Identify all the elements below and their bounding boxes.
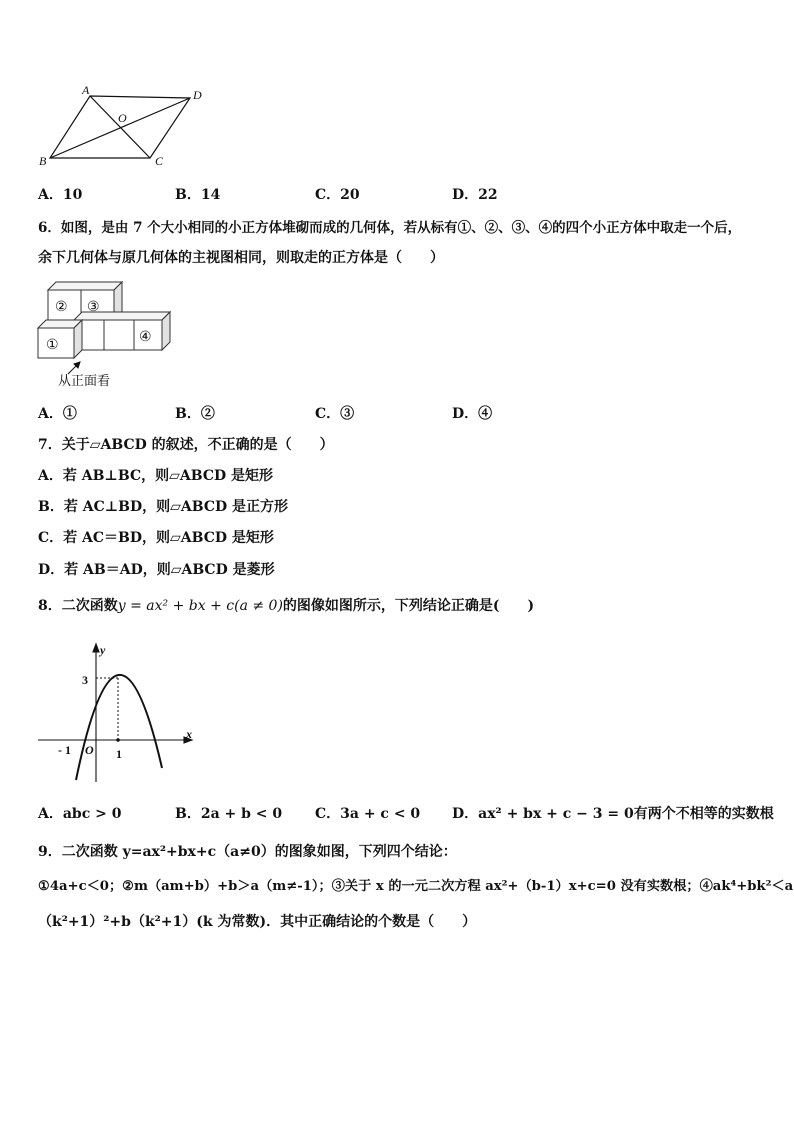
q9-stem-line1: 9．二次函数 y=ax²+bx+c（a≠0）的图象如图，下列四个结论：	[38, 844, 457, 860]
parabola-curve	[76, 675, 162, 780]
q8-stem-formula: y = ax² + bx + c(a ≠ 0)	[117, 598, 283, 614]
axis-point-1	[116, 738, 120, 742]
q8-option-b[interactable]: B．2a + b < 0	[175, 806, 283, 822]
diagonal-ac	[90, 96, 150, 158]
x-tick-minus-1: - 1	[58, 743, 71, 757]
q7-option-d[interactable]: D．若 AB＝AD，则▱ABCD 是菱形	[38, 562, 275, 578]
cube-label-2: ②	[55, 300, 68, 315]
q7-option-b[interactable]: B．若 AC⊥BD，则▱ABCD 是正方形	[38, 499, 289, 515]
vertex-label-c: C	[155, 154, 164, 168]
view-caption: 从正面看	[58, 374, 111, 389]
q8-stem-suffix: 的图像如图所示，下列结论正确是( )	[282, 598, 535, 614]
q5-option-b[interactable]: B．14	[175, 187, 221, 203]
q6-option-a[interactable]: A．①	[38, 406, 77, 422]
q8-stem	[38, 596, 534, 616]
center-label-o: O	[118, 111, 127, 125]
q5-option-a[interactable]: A．10	[38, 187, 83, 203]
cube-label-4: ④	[139, 330, 152, 345]
x-tick-1: 1	[116, 747, 122, 761]
q5-option-d[interactable]: D．22	[452, 187, 498, 203]
q7-stem: 7．关于▱ABCD 的叙述，不正确的是（ ）	[38, 437, 334, 453]
q8-option-c[interactable]: C．3a + c < 0	[315, 806, 421, 822]
diagonal-bd	[50, 98, 190, 158]
q8-stem-prefix: 8．二次函数	[38, 598, 118, 614]
q7-option-a[interactable]: A．若 AB⊥BC，则▱ABCD 是矩形	[38, 468, 273, 484]
parabola-graph	[30, 640, 200, 788]
cube-label-3: ③	[87, 300, 100, 315]
q6-option-d[interactable]: D．④	[452, 406, 493, 422]
q7-option-c[interactable]: C．若 AC＝BD，则▱ABCD 是矩形	[38, 530, 274, 546]
vertex-label-d: D	[193, 88, 202, 102]
q6-option-c[interactable]: C．③	[315, 406, 355, 422]
q5-option-c[interactable]: C．20	[315, 187, 360, 203]
y-axis-label: y	[100, 643, 106, 657]
parallelogram-figure	[36, 82, 216, 172]
vertex-label-b: B	[39, 154, 47, 168]
y-tick-3: 3	[82, 673, 88, 687]
q9-stem-line3: （k²+1）²+b（k²+1）(k 为常数)．其中正确结论的个数是（ ）	[38, 914, 477, 930]
cube-label-1: ①	[46, 338, 59, 353]
vertex-label-a: A	[82, 83, 90, 97]
x-axis-label: x	[186, 727, 192, 741]
q6-option-b[interactable]: B．②	[175, 406, 215, 422]
q6-stem-line1: 6．如图，是由 7 个大小相同的小正方体堆砌而成的几何体，若从标有①、②、③、④的四个小正方体中取走一个后，	[38, 220, 742, 236]
q9-stem-line2: ①4a+c＜0；②m（am+b）+b＞a（m≠-1）；③关于 x 的一元二次方程 ax²+（b-1）x+c=0 没有实数根；④ak⁴+bk²＜a	[38, 879, 794, 894]
y-axis-arrow	[93, 644, 99, 652]
origin-label: O	[85, 743, 94, 757]
q8-option-a[interactable]: A．abc > 0	[38, 806, 122, 822]
q6-stem-line2: 余下几何体与原几何体的主视图相同，则取走的正方体是（ ）	[38, 250, 444, 266]
q8-option-d[interactable]: D．ax² + bx + c − 3 = 0有两个不相等的实数根	[452, 806, 774, 822]
